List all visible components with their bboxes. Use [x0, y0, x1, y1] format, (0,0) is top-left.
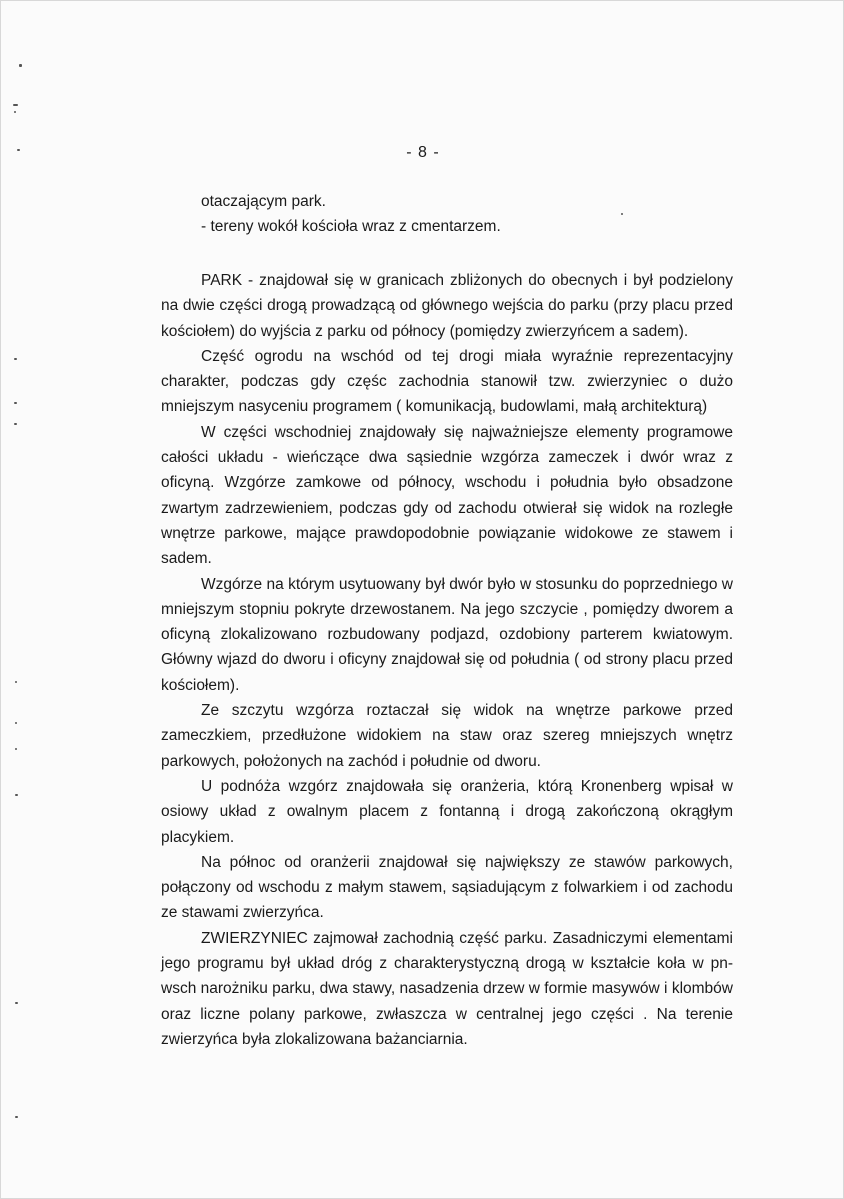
- scan-speck: [15, 681, 17, 683]
- paragraph: U podnóża wzgórz znajdowała się oranżeria, którą Kronenberg wpisał w osiowy układ z owalnym placem z fontanną i drogą zakończoną okrągłym placykiem.: [161, 777, 733, 846]
- paragraph: Wzgórze na którym usytuowany był dwór było w stosunku do poprzedniego w mniejszym stopniu pokryte drzewostanem. Na jego szczycie , pomiędzy dworem a oficyną zlokalizowano rozbudowany podjazd, ozdobiony parterem kwiatowym. Główny wjazd do dworu i oficyny znajdował się od południa ( od strony placu przed kościołem).: [161, 575, 733, 694]
- scan-speck: [14, 111, 16, 113]
- scan-speck: [13, 104, 18, 106]
- paragraph: Na północ od oranżerii znajdował się największy ze stawów parkowych, połączony od wschodu z małym stawem, sąsiadującym z folwarkiem i od zachodu ze stawami zwierzyńca.: [161, 853, 733, 922]
- paragraph: W części wschodniej znajdowały się najważniejsze elementy programowe całości układu - wieńczące dwa sąsiednie wzgórza zameczek i dwór wraz z oficyną. Wzgórze zamkowe od północy, wschodu i południa było obsadzone zwartym zadrzewieniem, podczas gdy od zachodu otwierał się widok na rozległe wnętrze parkowe, mające prawdopodobnie powiązanie widokowe ze stawem i sadem.: [161, 423, 733, 568]
- paragraph: Część ogrodu na wschód od tej drogi miała wyraźnie reprezentacyjny charakter, podczas gdy częśc zachodnia stanowił tzw. zwierzyniec o dużo mniejszym nasyceniu programem ( komunikacją, budowlami, małą architekturą): [161, 347, 733, 416]
- scan-speck: [15, 794, 18, 796]
- intro-line: - tereny wokół kościoła wraz z cmentarzem.: [201, 218, 501, 236]
- scan-speck: [14, 402, 17, 404]
- scan-speck: [15, 722, 17, 724]
- scan-speck: [14, 358, 17, 360]
- scan-speck: [19, 64, 22, 67]
- paragraph-park: PARK - znajdował się w granicach zbliżonych do obecnych i był podzielony na dwie części drogą prowadzącą od głównego wejścia do parku (przy placu przed kościołem) do wyjścia z parku od północy (pomiędzy zwierzyńcem a sadem).: [161, 272, 733, 340]
- body-text: [161, 268, 733, 1052]
- scan-speck: [15, 748, 17, 750]
- paragraph: Ze szczytu wzgórza roztaczał się widok na wnętrze parkowe przed zameczkiem, przedłużone widokiem na staw oraz szereg mniejszych wnętrz parkowych, położonych na zachód i południe od dworu.: [161, 702, 733, 770]
- scan-speck: [15, 1116, 18, 1118]
- paragraph-zwierzyniec: ZWIERZYNIEC zajmował zachodnią część parku. Zasadniczymi elementami jego programu był układ dróg z charakterystyczną drogą w kształcie koła w pn-wsch narożniku parku, dwa stawy, nasadzenia drzew w formie masywów i klombów oraz liczne polany parkowe, zwłaszcza w centralnej jego części . Na terenie zwierzyńca była zlokalizowana bażanciarnia.: [161, 929, 733, 1048]
- scan-speck: [15, 1002, 18, 1004]
- scan-speck: [14, 423, 17, 425]
- intro-lines: [161, 189, 733, 240]
- page-number: - 8 -: [406, 144, 440, 161]
- intro-line: otaczającym park.: [201, 193, 326, 210]
